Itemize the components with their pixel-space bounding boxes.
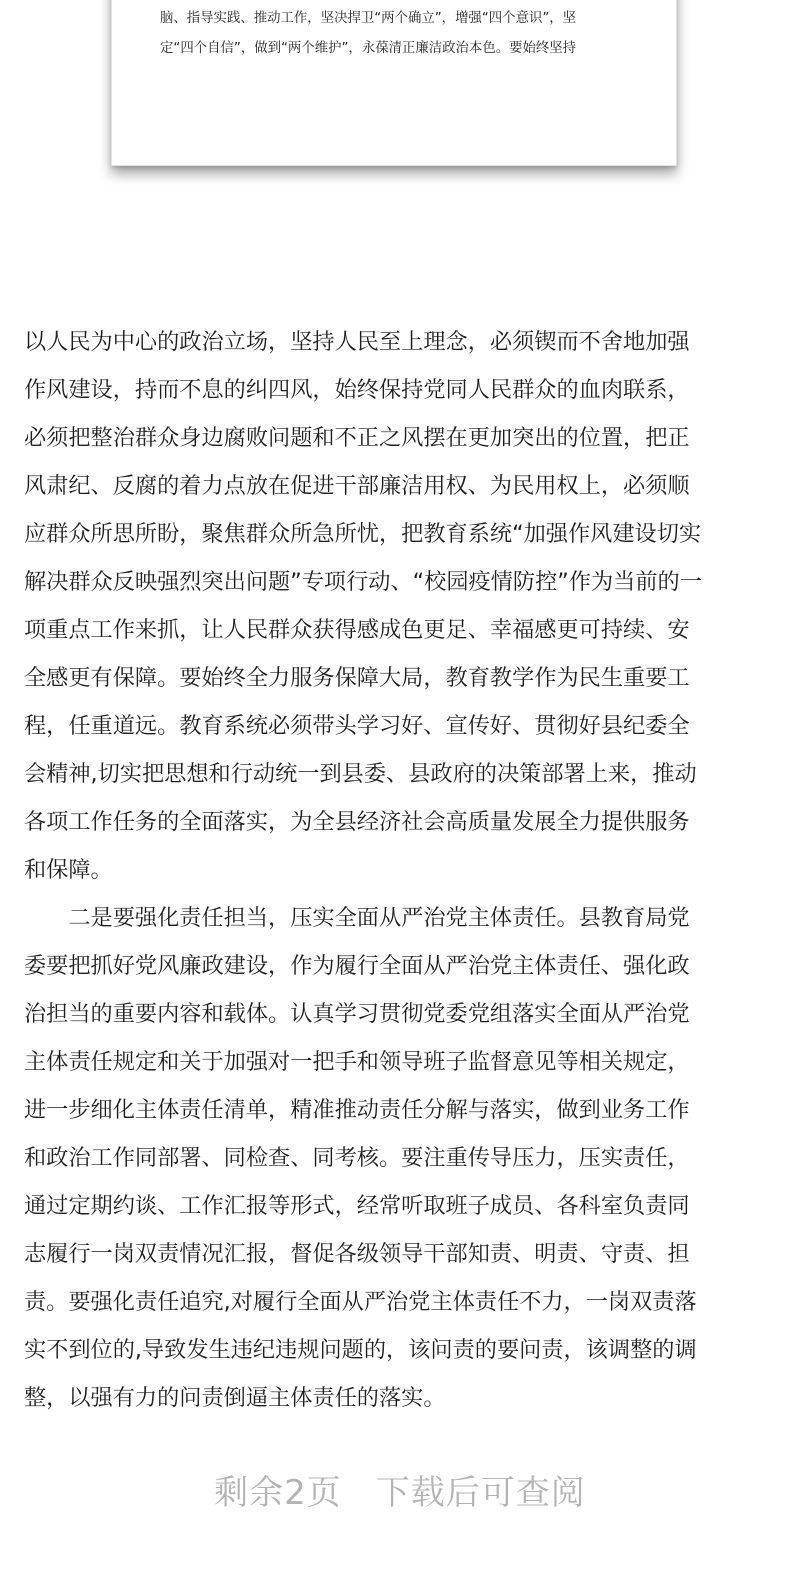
preview-page-text: 脑、指导实践、推动工作，坚决捍卫“两个确立”，增强“四个意识”，坚 定“四个自信”，做到“两个维护”，永葆清正廉洁政治本色。要始终坚持 xyxy=(160,11,577,56)
download-prompt[interactable] xyxy=(0,1465,800,1514)
remaining-pages-text: 剩余2页 xyxy=(214,1473,342,1513)
document-paragraph: 以人民为中心的政治立场，坚持人民至上理念，必须锲而不舍地加强 作风建设，持而不息的纠四风，始终保持党同人民群众的血肉联系， 必须把整治群众身边腐败问题和不正之风摆在更加突出的位置，把正 风肃纪、反腐的着力点放在促进干部廉洁用权、为民用权上，必须顺 应群众所思所盼，聚焦群众所急所忧，把教育系统“加强作风建设切实 解决群众反映强烈突出问题”专项行动、“校园疫情防控”作为当前的一 项重点工作来抓，让人民群众获得感成色更足、幸福感更可持续、安 全感更有保障。要始终全力服务保障大局，教育教学作为民生重要工 程，任重道远。教育系统必须带头学习好、宣传好、贯彻好县纪委全 会精神,切实把思想和行动统一到县委、县政府的决策部署上来，推动 各项工作任务的全面落实，为全县经济社会高质量发展全力提供服务 和保障。 xyxy=(24,329,702,883)
download-hint-text: 下载后可查阅 xyxy=(375,1473,586,1513)
document-paragraph: 二是要强化责任担当，压实全面从严治党主体责任。县教育局党 委要把抓好党风廉政建设，作为履行全面从严治党主体责任、强化政 治担当的重要内容和载体。认真学习贯彻党委党组落实全面从严治党 主体责任规定和关于加强对一把手和领导班子监督意见等相关规定， 进一步细化主体责任清单，精准推动责任分解与落实，做到业务工作 和政治工作同部署、同检查、同考核。要注重传导压力，压实责任， 通过定期约谈、工作汇报等形式，经常听取班子成员、各科室负责同 志履行一岗双责情况汇报，督促各级领导干部知责、明责、守责、担 责。要强化责任追究,对履行全面从严治党主体责任不力，一岗双责落 实不到位的,导致发生违纪违规问题的，该问责的要问责，该调整的调 整，以强有力的问责倒逼主体责任的落实。 xyxy=(24,905,697,1411)
preview-page-card xyxy=(111,0,677,166)
document-body xyxy=(24,318,784,1422)
